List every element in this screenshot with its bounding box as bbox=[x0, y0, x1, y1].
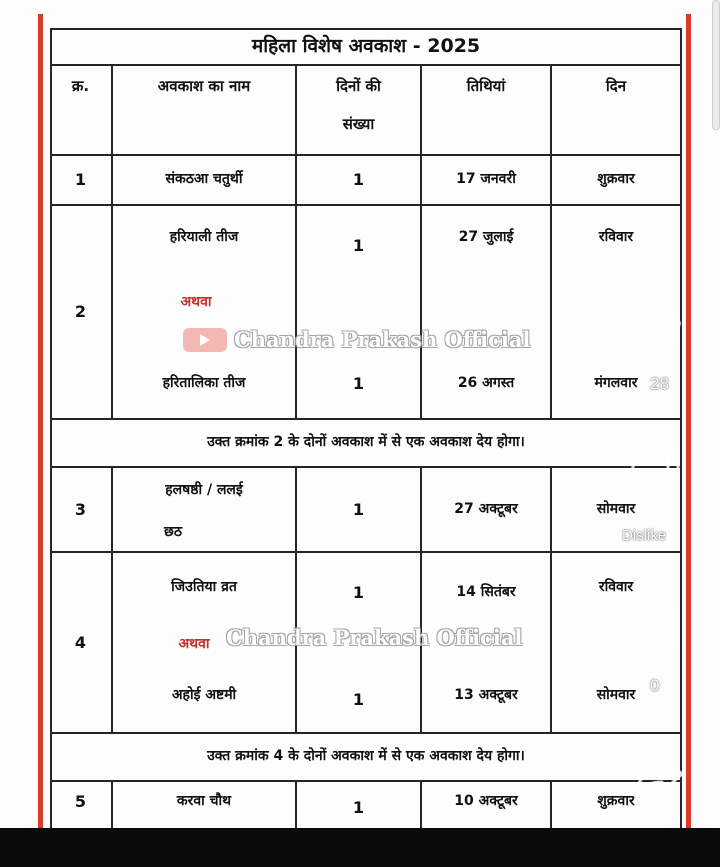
comment-icon[interactable] bbox=[630, 604, 682, 660]
left-red-border bbox=[38, 14, 43, 828]
share-icon[interactable] bbox=[632, 752, 684, 802]
row2-serial: 2 bbox=[74, 302, 87, 321]
row3-holiday-name-line1: हलषष्ठी / ललई bbox=[165, 482, 243, 499]
row5-weekday: शुक्रवार bbox=[597, 793, 635, 810]
row2a-holiday-name: हरियाली तीज bbox=[169, 229, 239, 246]
row3-weekday: सोमवार bbox=[596, 500, 636, 517]
row1-days: 1 bbox=[352, 170, 365, 189]
row2b-date: 26 अगस्त bbox=[457, 375, 515, 392]
row3-serial: 3 bbox=[74, 499, 87, 519]
thumbs-down-icon[interactable] bbox=[628, 448, 684, 512]
row2a-date: 27 जुलाई bbox=[458, 229, 514, 246]
row5-days: 1 bbox=[352, 798, 365, 817]
comment-count: 0 bbox=[650, 676, 660, 695]
row2a-weekday: रविवार bbox=[598, 229, 634, 246]
like-count: 28 bbox=[650, 374, 669, 393]
header-dates: तिथियां bbox=[466, 76, 506, 95]
row4b-weekday: सोमवार bbox=[596, 687, 636, 704]
header-weekday: दिन bbox=[605, 76, 627, 95]
row2b-weekday: मंगलवार bbox=[594, 375, 638, 392]
header-days-line2: संख्या bbox=[342, 114, 375, 133]
row4b-days: 1 bbox=[352, 690, 365, 709]
header-serial: क्र. bbox=[71, 76, 90, 95]
row2-or-label: अथवा bbox=[180, 294, 212, 311]
row4a-weekday: रविवार bbox=[598, 579, 634, 596]
table-rule bbox=[50, 551, 682, 553]
holiday-table bbox=[50, 28, 682, 828]
row1-holiday-name: संकठआ चतुर्थी bbox=[165, 171, 243, 188]
table-rule bbox=[50, 204, 682, 206]
row4a-days: 1 bbox=[352, 583, 365, 602]
row4-or-label: अथवा bbox=[178, 636, 210, 653]
thumbs-up-icon[interactable] bbox=[626, 292, 682, 358]
scrollbar-thumb[interactable] bbox=[712, 0, 720, 130]
note-serial-2: उक्त क्रमांक 2 के दोनों अवकाश में से एक अवकाश देय होगा। bbox=[207, 434, 525, 451]
row5-date: 10 अक्टूबर bbox=[454, 793, 518, 810]
youtube-play-icon bbox=[183, 328, 227, 352]
right-red-border bbox=[686, 14, 691, 828]
row2a-days: 1 bbox=[352, 236, 365, 255]
row4-serial: 4 bbox=[74, 632, 87, 652]
row3-holiday-name-line2: छठ bbox=[164, 524, 182, 541]
row1-weekday: शुक्रवार bbox=[597, 171, 635, 188]
row4a-holiday-name: जिउतिया व्रत bbox=[171, 579, 237, 596]
row5-serial: 5 bbox=[74, 792, 87, 811]
document-title: महिला विशेष अवकाश - 2025 bbox=[251, 35, 481, 58]
row1-date: 17 जनवरी bbox=[456, 171, 516, 188]
note-serial-4: उक्त क्रमांक 4 के दोनों अवकाश में से एक अवकाश देय होगा। bbox=[207, 748, 525, 765]
header-holiday-name: अवकाश का नाम bbox=[157, 76, 251, 95]
dislike-label: Dislike bbox=[622, 527, 667, 544]
row3-days: 1 bbox=[352, 499, 365, 519]
bottom-black-bar bbox=[0, 828, 720, 867]
row4b-date: 13 अक्टूबर bbox=[454, 687, 518, 704]
row2b-holiday-name: हरितालिका तीज bbox=[162, 375, 246, 392]
row2b-days: 1 bbox=[352, 374, 365, 393]
row4a-date: 14 सितंबर bbox=[456, 584, 516, 601]
row4b-holiday-name: अहोई अष्टमी bbox=[171, 687, 237, 704]
row3-date: 27 अक्टूबर bbox=[454, 500, 518, 517]
watermark-text: Chandra Prakash Official bbox=[226, 625, 523, 650]
row5-holiday-name: करवा चौथ bbox=[176, 793, 232, 810]
watermark-text: Chandra Prakash Official bbox=[234, 327, 531, 352]
row1-serial: 1 bbox=[74, 170, 87, 189]
header-days-line1: दिनों की bbox=[336, 76, 381, 95]
